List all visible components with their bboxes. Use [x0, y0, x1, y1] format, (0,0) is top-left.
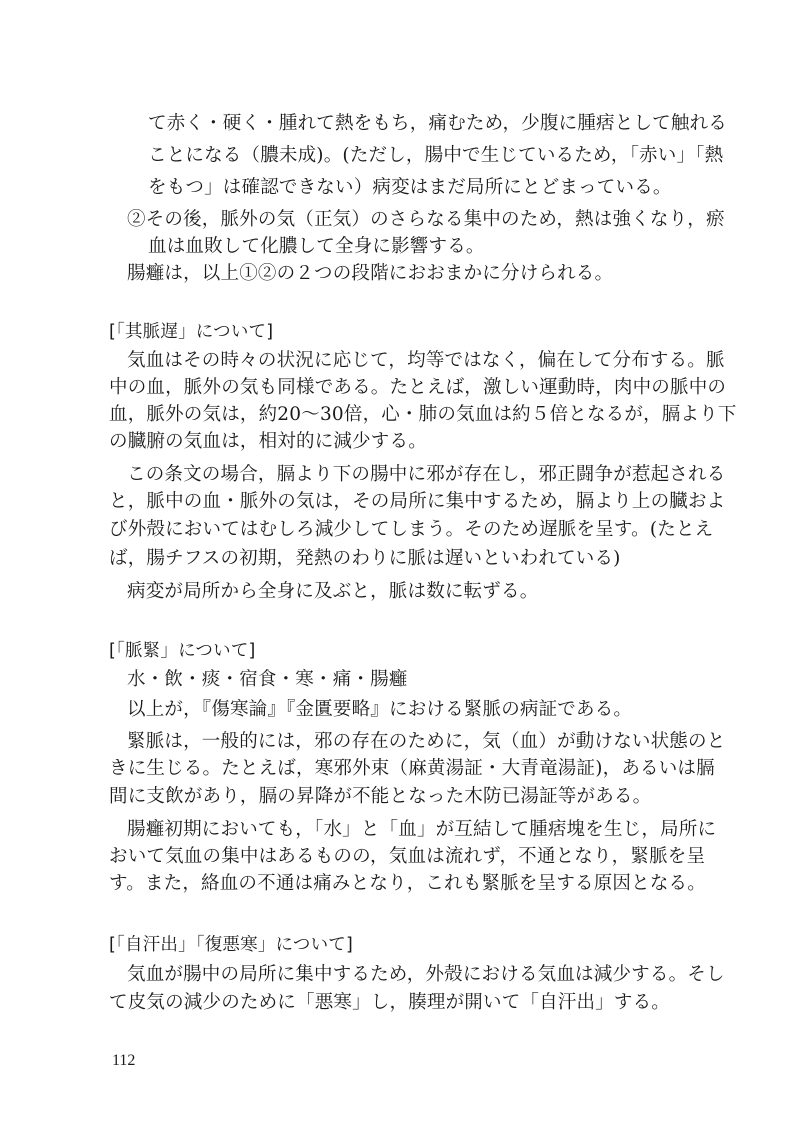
- text-line: をもつ」は確認できない）病変はまだ局所にとどまっている。: [148, 177, 672, 198]
- text-line: 腸癰初期においても，「水」と「血」が互結して腫痞塊を生じ，局所に: [127, 819, 717, 840]
- text-line: て赤く・硬く・腫れて熱をもち，痛むため，少腹に腫痞として触れる: [148, 113, 727, 134]
- text-line: ことになる（膿未成)。(ただし，腸中で生じているため，「赤い」「熱: [148, 145, 724, 166]
- text-line: 気血が腸中の局所に集中するため，外殻における気血は減少する。そし: [127, 964, 725, 985]
- page-number: 112: [112, 1052, 136, 1069]
- section-heading: [「自汗出」「復悪寒」について]: [109, 935, 354, 955]
- text-line: きに生じる。たとえば，寒邪外束（麻黄湯証・大青竜湯証)，あるいは膈: [109, 758, 715, 779]
- text-line: と，脈中の血・脈外の気は，その局所に集中するため，膈より上の臓およ: [109, 491, 726, 512]
- section-heading: [「其脈遅」について]: [109, 322, 274, 342]
- text-line: 水・飲・痰・宿食・寒・痛・腸癰: [127, 669, 408, 690]
- text-line: 腸癰は，以上①②の２つの段階におおまかに分けられる。: [127, 263, 614, 284]
- text-line: この条文の場合，膈より下の腸中に邪が存在し，邪正闘争が惹起される: [127, 464, 726, 485]
- text-line: 中の血，脈外の気も同様である。たとえば，激しい運動時，肉中の脈中の: [109, 377, 727, 398]
- text-line: 血，脈外の気は，約20〜30倍，心・肺の気血は約５倍となるが，膈より下: [109, 404, 737, 425]
- text-line: ②その後，脈外の気（正気）のさらなる集中のため，熱は強くなり，瘀: [127, 209, 725, 230]
- text-line: 病変が局所から全身に及ぶと，脈は数に転ずる。: [127, 581, 539, 602]
- text-line: 緊脈は，一般的には，邪の存在のために，気（血）が動けない状態のと: [127, 731, 726, 752]
- text-line: ば，腸チフスの初期，発熱のわりに脈は遅いといわれている): [109, 548, 621, 569]
- text-line: 血は血敗して化膿して全身に影響する。: [148, 236, 485, 257]
- text-line: の臓腑の気血は，相対的に減少する。: [109, 431, 427, 452]
- section-heading: [「脈緊」について]: [109, 641, 256, 661]
- text-line: おいて気血の集中はあるものの，気血は流れず，不通となり，緊脈を呈: [109, 846, 706, 867]
- text-line: 気血はその時々の状況に応じて，均等ではなく，偏在して分布する。脈: [127, 350, 725, 371]
- text-line: す。また，絡血の不通は痛みとなり，これも緊脈を呈する原因となる。: [109, 873, 706, 894]
- text-line: 間に支飲があり，膈の昇降が不能となった木防已湯証等がある。: [109, 786, 652, 807]
- text-line: び外殻においてはむしろ減少してしまう。そのため遅脈を呈す。(たとえ: [109, 519, 714, 540]
- text-line: て皮気の減少のために「悪寒」し，腠理が開いて「自汗出」する。: [109, 992, 671, 1013]
- text-line: 以上が，『傷寒論』『金匱要略』における緊脈の病証である。: [127, 699, 633, 720]
